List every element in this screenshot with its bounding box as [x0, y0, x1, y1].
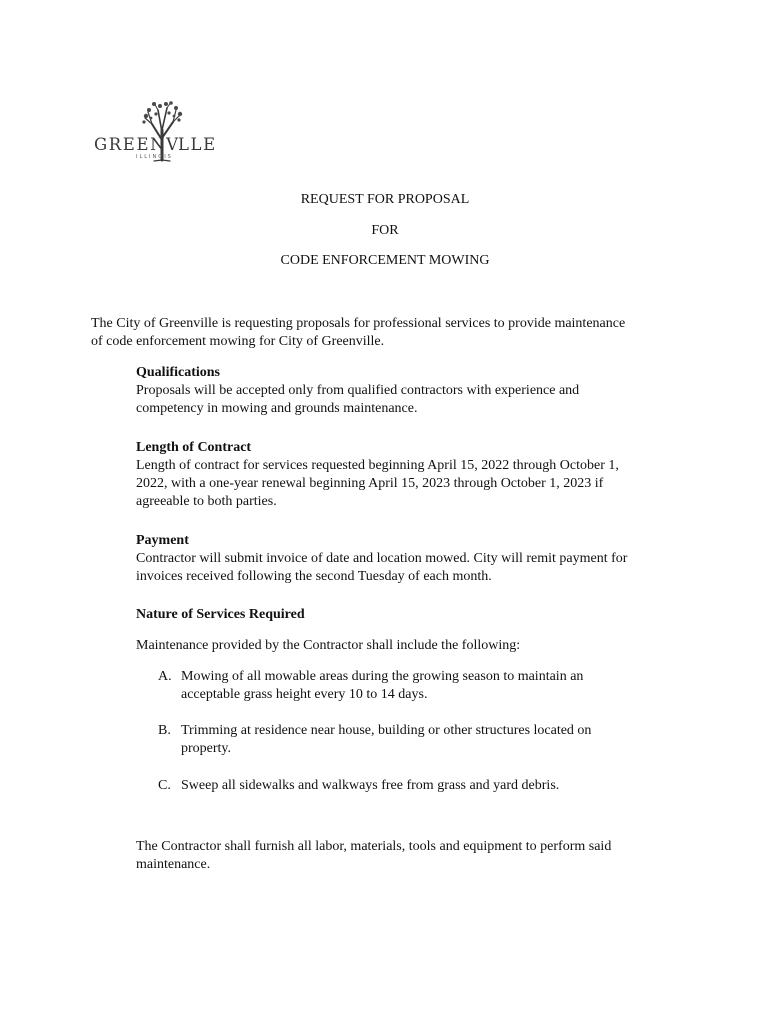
closing-line: The Contractor shall furnish all labor, materials, tools and equipment to perform said	[136, 839, 612, 854]
logo-wordmark-right: LLE	[178, 135, 217, 154]
qualifications-line: Proposals will be accepted only from qualified contractors with experience and	[136, 383, 580, 398]
contract-section	[136, 439, 676, 511]
qualifications-line: competency in mowing and grounds maintenance.	[136, 401, 418, 416]
services-intro: Maintenance provided by the Contractor shall include the following:	[136, 638, 521, 653]
payment-section	[136, 532, 676, 586]
list-marker: C.	[158, 778, 171, 793]
closing-line: maintenance.	[136, 857, 211, 872]
closing-paragraph	[136, 838, 676, 874]
list-marker: A.	[158, 669, 172, 684]
services-heading: Nature of Services Required	[136, 607, 305, 622]
intro-line: of code enforcement mowing for City of Greenville.	[91, 334, 385, 349]
intro-paragraph	[91, 315, 691, 351]
document-title-line-3: CODE ENFORCEMENT MOWING	[280, 253, 490, 268]
contract-line: Length of contract for services requested beginning April 15, 2022 through October 1,	[136, 458, 619, 473]
qualifications-heading: Qualifications	[136, 365, 221, 380]
payment-line: Contractor will submit invoice of date and location mowed. City will remit payment for	[136, 551, 628, 566]
list-item-line: Mowing of all mowable areas during the growing season to maintain an	[181, 669, 584, 684]
list-item	[158, 777, 658, 795]
list-item-line: acceptable grass height every 10 to 14 days.	[181, 687, 428, 702]
list-item-line: property.	[181, 741, 232, 756]
document-title-line-2: FOR	[371, 223, 399, 238]
list-marker: B.	[158, 723, 171, 738]
logo-subtitle: ILLINOIS	[136, 154, 173, 160]
list-item	[158, 722, 658, 758]
contract-heading: Length of Contract	[136, 440, 252, 455]
document-title-line-1: REQUEST FOR PROPOSAL	[300, 192, 470, 207]
intro-line: The City of Greenville is requesting proposals for professional services to provide maintenance	[91, 316, 626, 331]
greenville-logo	[94, 100, 217, 162]
qualifications-section	[136, 364, 676, 418]
contract-line: agreeable to both parties.	[136, 494, 277, 509]
list-item-line: Trimming at residence near house, building or other structures located on	[181, 723, 592, 738]
payment-line: invoices received following the second Tuesday of each month.	[136, 569, 492, 584]
list-item-line: Sweep all sidewalks and walkways free from grass and yard debris.	[181, 778, 560, 793]
logo-wordmark-left: GREENV	[94, 135, 180, 154]
list-item	[158, 668, 658, 704]
payment-heading: Payment	[136, 533, 189, 548]
contract-line: 2022, with a one-year renewal beginning April 15, 2023 through October 1, 2023 if	[136, 476, 604, 491]
